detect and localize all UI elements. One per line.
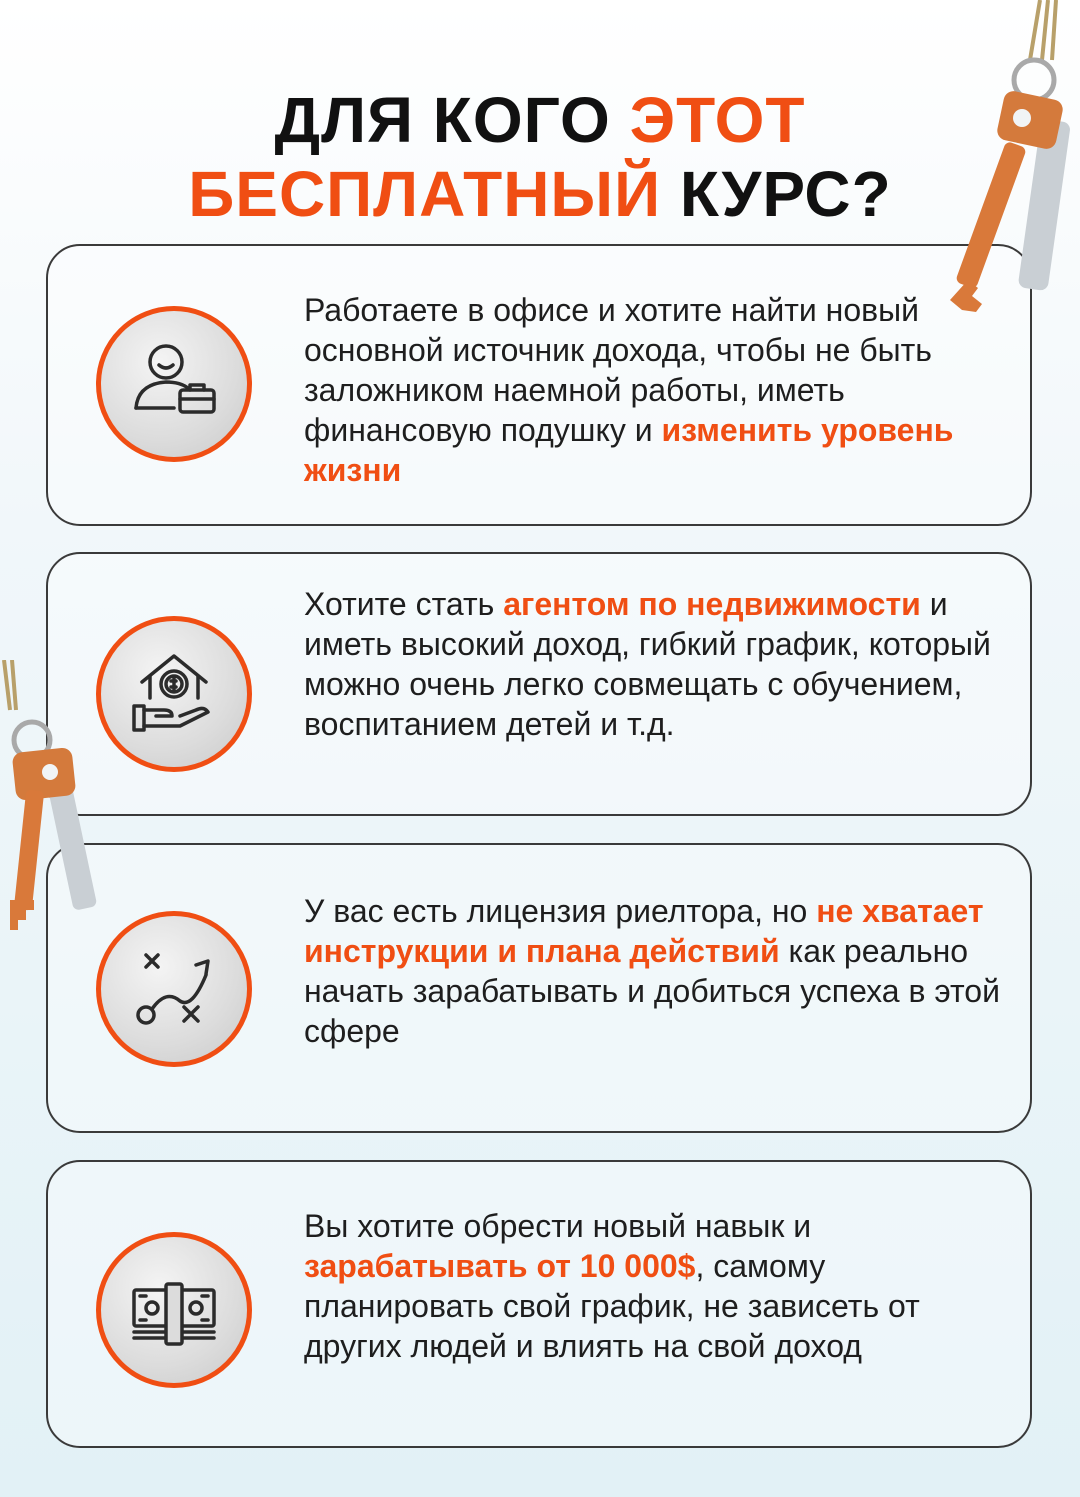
page-title [0,83,1080,231]
card-text [304,1206,1000,1366]
card-text-highlight: агентом по недвижимости [503,586,921,622]
card-text [304,584,1000,744]
audience-card-realtor [46,843,1032,1133]
audience-card-agent [46,552,1032,816]
title-line-1 [0,83,1080,157]
money-stack-icon [96,1232,252,1388]
title-line-2 [0,157,1080,231]
card-text-highlight: не хватает инструкции и плана действий [304,893,984,969]
house-money-hand-icon [96,616,252,772]
title-accent: ЭТОТ [629,83,806,156]
card-text-plain: , самому планировать свой график, не зависеть от других людей и влиять на свой доход [304,1248,920,1364]
office-worker-icon [96,306,252,462]
title-accent: БЕСПЛАТНЫЙ [188,157,662,230]
card-text-highlight: изменить уровень жизни [304,412,954,488]
title-text: КУРС? [661,157,892,230]
card-text-plain: и иметь высокий доход, гибкий график, который можно очень легко совмещать с обучением, воспитанием детей и т.д. [304,586,991,742]
strategy-plan-icon [96,911,252,1067]
audience-card-office [46,244,1032,526]
card-text-highlight: зарабатывать от 10 000$ [304,1248,696,1284]
card-text-plain: У вас есть лицензия риелтора, но [304,893,817,929]
title-text: ДЛЯ КОГО [274,83,630,156]
card-text-plain: как реально начать зарабатывать и добиться успеха в этой сфере [304,933,1000,1049]
card-text-plain: Вы хотите обрести новый навык и [304,1208,812,1244]
card-text [304,290,1000,490]
card-text-plain: Хотите стать [304,586,504,622]
card-text-plain: Работаете в офисе и хотите найти новый основной источник дохода, чтобы не быть заложником наемной работы, иметь финансовую подушку и [304,292,932,448]
card-text [304,891,1000,1051]
audience-card-income [46,1160,1032,1448]
